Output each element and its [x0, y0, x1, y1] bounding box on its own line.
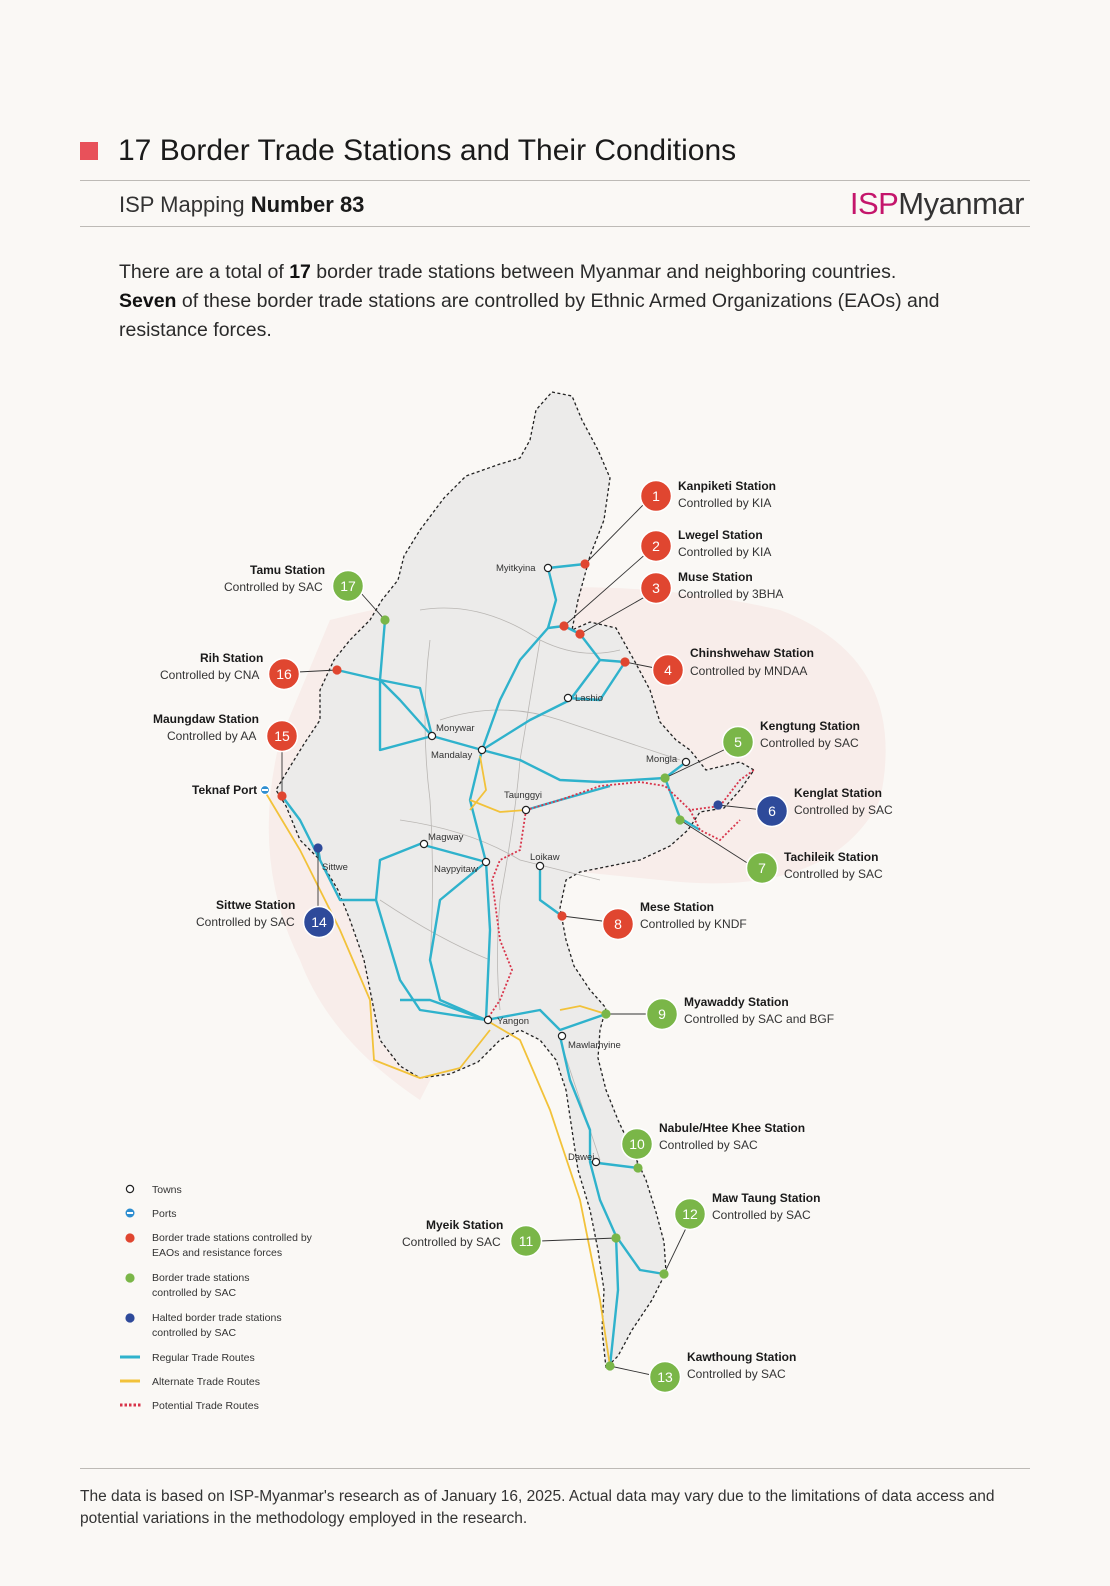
svg-text:17: 17 [340, 578, 356, 594]
legend-potential-routes [120, 1400, 259, 1412]
station-17[interactable] [224, 563, 364, 602]
svg-text:9: 9 [658, 1006, 666, 1022]
station-16-dot[interactable] [332, 665, 341, 674]
svg-text:Kenglat Station: Kenglat Station [794, 786, 883, 800]
series-number: Number 83 [250, 192, 365, 217]
logo-myanmar: Myanmar [898, 186, 1024, 221]
svg-text:Teknaf Port: Teknaf Port [192, 783, 258, 797]
svg-text:15: 15 [274, 728, 290, 744]
svg-text:Maungdaw Station: Maungdaw Station [153, 712, 259, 726]
teknaf-port [192, 783, 270, 797]
svg-text:Controlled by KIA: Controlled by KIA [678, 496, 772, 510]
series-label [119, 192, 364, 218]
svg-text:Border trade stations: Border trade stations [152, 1272, 250, 1284]
intro-text: border trade stations between Myanmar and neighboring countries. [310, 261, 897, 283]
svg-text:Kengtung Station: Kengtung Station [760, 719, 860, 733]
footer-note: The data is based on ISP-Myanmar's research as of January 16, 2025. Actual data may vary due to the limitations of data access and potential variations in the methodology employed in the research. [80, 1488, 995, 1527]
svg-text:Mawlamyine: Mawlamyine [568, 1040, 621, 1051]
legend-halted-stations [125, 1312, 281, 1339]
station-11-dot[interactable] [611, 1233, 620, 1242]
svg-text:Controlled by AA: Controlled by AA [167, 729, 257, 743]
title-accent-square [80, 142, 98, 160]
svg-text:Controlled by SAC: Controlled by SAC [712, 1208, 811, 1222]
svg-text:Regular Trade Routes: Regular Trade Routes [152, 1352, 255, 1364]
town-sittwe [322, 862, 348, 873]
intro-count: 17 [289, 261, 311, 283]
legend-ports [126, 1208, 177, 1220]
svg-text:Mese Station: Mese Station [640, 900, 715, 914]
svg-text:Potential Trade Routes: Potential Trade Routes [152, 1400, 259, 1412]
svg-text:Sittwe: Sittwe [322, 862, 348, 873]
station-7-dot[interactable] [675, 815, 684, 824]
station-8[interactable] [603, 900, 747, 940]
svg-text:Border trade stations controll: Border trade stations controlled by [152, 1232, 312, 1244]
svg-text:Tamu Station: Tamu Station [250, 563, 326, 577]
svg-text:12: 12 [682, 1206, 698, 1222]
station-4-dot[interactable] [620, 657, 629, 666]
svg-text:Ports: Ports [152, 1208, 177, 1220]
svg-text:Taunggyi: Taunggyi [504, 790, 543, 801]
svg-text:Nabule/Htee Khee Station: Nabule/Htee Khee Station [659, 1121, 806, 1135]
intro-paragraph [119, 258, 999, 345]
intro-text: of these border trade stations are controlled by Ethnic Armed Organizations (EAOs) and resistance forces. [119, 290, 940, 341]
station-2[interactable] [641, 528, 772, 562]
svg-text:EAOs and resistance forces: EAOs and resistance forces [152, 1247, 283, 1259]
station-10[interactable] [622, 1121, 806, 1160]
svg-text:10: 10 [629, 1136, 645, 1152]
station-12[interactable] [675, 1191, 821, 1230]
svg-text:Controlled by KNDF: Controlled by KNDF [640, 917, 747, 931]
station-9-dot[interactable] [601, 1009, 610, 1018]
svg-text:Controlled by SAC: Controlled by SAC [224, 580, 323, 594]
header-rule-top [80, 180, 1030, 181]
svg-text:5: 5 [734, 734, 742, 750]
svg-text:Controlled by SAC: Controlled by SAC [760, 736, 859, 750]
station-13-dot[interactable] [605, 1361, 614, 1370]
svg-text:Naypyitaw: Naypyitaw [434, 864, 478, 875]
svg-text:Mongla: Mongla [646, 754, 678, 765]
map-legend [120, 1184, 313, 1412]
svg-text:11: 11 [518, 1233, 534, 1249]
svg-text:Monywar: Monywar [436, 723, 475, 734]
legend-alternate-routes [120, 1376, 260, 1388]
svg-text:14: 14 [311, 914, 327, 930]
svg-text:Myawaddy Station: Myawaddy Station [684, 995, 789, 1009]
station-14-dot[interactable] [313, 843, 322, 852]
svg-text:Yangon: Yangon [497, 1016, 530, 1027]
svg-text:Towns: Towns [152, 1184, 182, 1196]
footer-rule [80, 1468, 1030, 1469]
svg-text:Kanpiketi Station: Kanpiketi Station [678, 479, 777, 493]
station-11[interactable] [402, 1218, 542, 1257]
station-9[interactable] [647, 995, 835, 1030]
svg-text:Maw Taung Station: Maw Taung Station [712, 1191, 821, 1205]
title-bar [80, 134, 1030, 180]
station-13[interactable] [650, 1350, 797, 1393]
legend-sac-stations [125, 1272, 249, 1299]
svg-text:2: 2 [652, 538, 660, 554]
svg-text:Controlled by 3BHA: Controlled by 3BHA [678, 587, 784, 601]
svg-text:7: 7 [758, 860, 766, 876]
legend-towns [126, 1184, 181, 1196]
svg-text:Muse Station: Muse Station [678, 570, 753, 584]
station-12-dot[interactable] [659, 1269, 668, 1278]
svg-text:Controlled by SAC and BGF: Controlled by SAC and BGF [684, 1012, 835, 1026]
isp-myanmar-logo [850, 186, 1024, 222]
svg-text:Controlled by SAC: Controlled by SAC [196, 915, 295, 929]
legend-regular-routes [120, 1352, 255, 1364]
station-15[interactable] [153, 712, 298, 752]
svg-text:Mandalay: Mandalay [431, 750, 473, 761]
station-10-dot[interactable] [633, 1163, 642, 1172]
svg-text:Tachileik Station: Tachileik Station [784, 850, 879, 864]
svg-text:Controlled by SAC: Controlled by SAC [402, 1235, 501, 1249]
intro-seven: Seven [119, 290, 177, 312]
svg-text:Kawthoung Station: Kawthoung Station [687, 1350, 797, 1364]
svg-text:controlled by SAC: controlled by SAC [152, 1287, 237, 1299]
svg-text:Magway: Magway [428, 832, 464, 843]
svg-text:Controlled by KIA: Controlled by KIA [678, 545, 772, 559]
svg-text:Controlled by SAC: Controlled by SAC [784, 867, 883, 881]
station-1[interactable] [641, 479, 777, 512]
svg-text:8: 8 [614, 916, 622, 932]
header-rule-bottom [80, 226, 1030, 227]
svg-text:Controlled by SAC: Controlled by SAC [659, 1138, 758, 1152]
page-title: 17 Border Trade Stations and Their Conditions [118, 134, 737, 167]
station-17-dot[interactable] [380, 615, 389, 624]
svg-text:Myeik Station: Myeik Station [426, 1218, 504, 1232]
myanmar-map [0, 370, 1110, 1440]
svg-text:Lashio: Lashio [575, 693, 603, 704]
svg-text:6: 6 [768, 803, 776, 819]
svg-text:Loikaw: Loikaw [530, 852, 560, 863]
svg-text:Dawei: Dawei [568, 1152, 595, 1163]
legend-eao-stations [125, 1232, 312, 1259]
station-1-dot[interactable] [580, 559, 589, 568]
logo-isp: ISP [849, 186, 899, 221]
station-6-dot[interactable] [713, 800, 722, 809]
svg-text:Halted border trade stations: Halted border trade stations [152, 1312, 282, 1324]
station-15-dot[interactable] [277, 791, 286, 800]
svg-text:4: 4 [664, 662, 672, 678]
svg-text:3: 3 [652, 580, 660, 596]
svg-text:13: 13 [657, 1369, 673, 1385]
svg-text:Alternate Trade Routes: Alternate Trade Routes [152, 1376, 260, 1388]
svg-text:16: 16 [276, 666, 292, 682]
svg-text:Lwegel Station: Lwegel Station [678, 528, 763, 542]
station-2-dot[interactable] [559, 621, 568, 630]
svg-text:Myitkyina: Myitkyina [496, 563, 536, 574]
station-5-dot[interactable] [660, 773, 669, 782]
svg-text:Sittwe Station: Sittwe Station [216, 898, 296, 912]
svg-text:Rih Station: Rih Station [200, 651, 264, 665]
svg-text:Controlled by SAC: Controlled by SAC [687, 1367, 786, 1381]
svg-text:Controlled by SAC: Controlled by SAC [794, 803, 893, 817]
station-7[interactable] [747, 850, 884, 884]
svg-text:Controlled by CNA: Controlled by CNA [160, 668, 260, 682]
station-3-dot[interactable] [575, 629, 584, 638]
svg-text:1: 1 [652, 488, 660, 504]
svg-text:Chinshwehaw Station: Chinshwehaw Station [690, 646, 815, 660]
intro-text: There are a total of [119, 261, 290, 283]
svg-text:controlled by SAC: controlled by SAC [152, 1327, 237, 1339]
station-16[interactable] [160, 651, 300, 690]
series-prefix: ISP Mapping [119, 192, 245, 217]
station-8-dot[interactable] [557, 911, 566, 920]
station-3[interactable] [641, 570, 784, 604]
svg-text:Controlled by MNDAA: Controlled by MNDAA [690, 664, 808, 678]
